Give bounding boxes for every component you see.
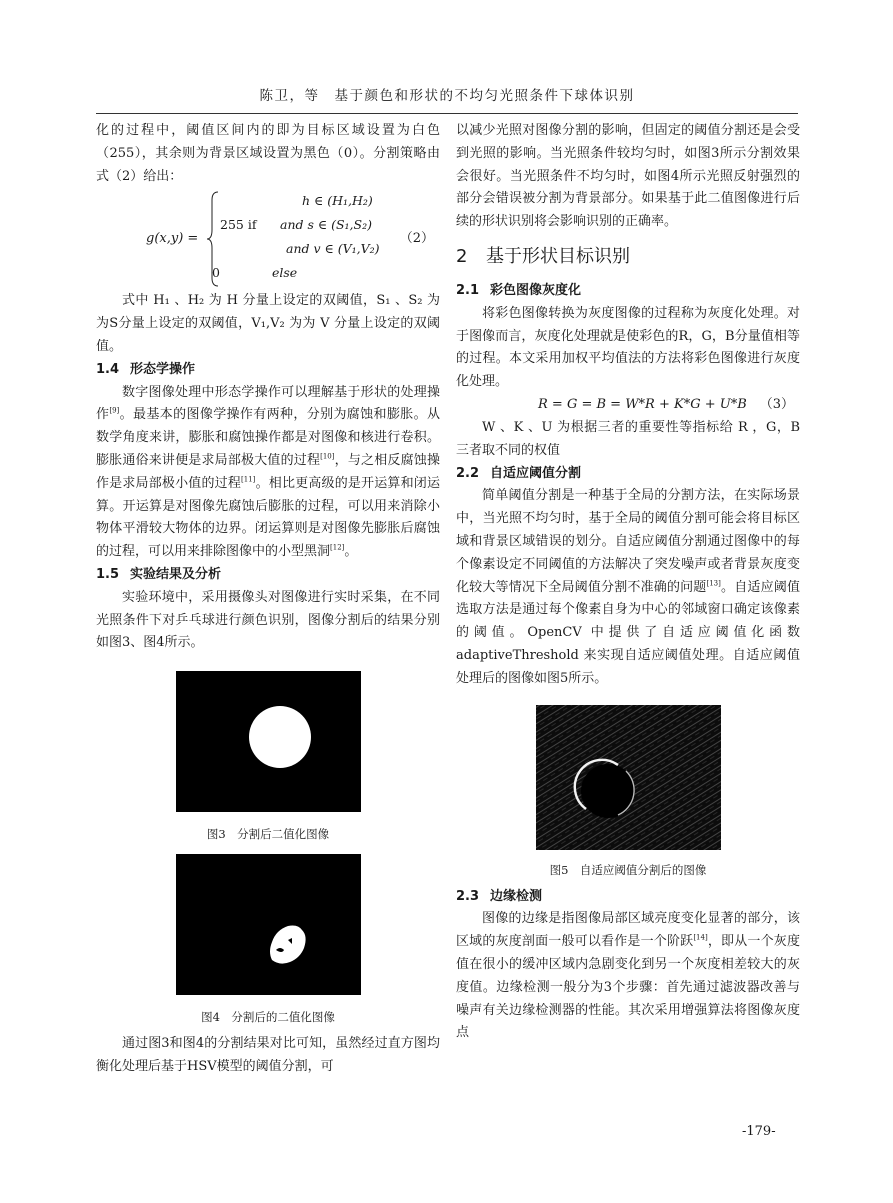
citation: [10] <box>320 452 335 461</box>
equation-line-4b: else <box>272 265 298 281</box>
text-span: 。自适应阈值选取方法是通过每个像素自身为中心的邻域窗口确定该像素的阈值。OpenCV 中提供了自适应阈值化函数 adaptiveThreshold 来实现自适应阈值处理。自适应阈值处理后的图像如图5所示。 <box>456 579 800 686</box>
paragraph: 式中 H₁ 、H₂ 为 H 分量上设定的双阈值，S₁ 、S₂ 为为S分量上设定的双阈值，V₁,V₂ 为为 V 分量上设定的双阈值。 <box>96 293 440 354</box>
equation-lhs: g(x,y) = <box>146 231 199 247</box>
equation-expression: R = G = B = W*R + K*G + U*B <box>538 396 747 412</box>
paragraph: 将彩色图像转换为灰度图像的过程称为灰度化处理。对于图像而言，灰度化处理就是使彩色的R，G，B分量值相等的过程。本文采用加权平均值法的方法将彩色图像进行灰度化处理。 <box>456 305 800 390</box>
citation: [14] <box>693 933 708 942</box>
section-heading-1-5 <box>96 564 440 587</box>
binary-segmentation-image <box>176 671 361 812</box>
section-heading-2-3 <box>456 886 800 909</box>
section-number: 2.2 <box>456 465 480 481</box>
text-span: 图像的边缘是指图像局部区域亮度变化显著的部分，该区域的灰度剖面一般可以看作是一个阶跃 <box>456 911 800 950</box>
section-title: 自适应阈值分割 <box>490 465 582 481</box>
section-title: 基于形状目标识别 <box>486 245 630 267</box>
text-span: 。相比更高级的是开运算和闭运算。开运算是对图像先腐蚀后膨胀的过程，可以用来消除小物体平滑较大物体的边界。闭运算则是对图像先膨胀后腐蚀的过程，可以用来排除图像中的小型黑洞 <box>96 475 440 560</box>
figure-caption: 图5 自适应阈值分割后的图像 <box>549 862 707 877</box>
section-number: 2 <box>456 245 468 267</box>
section-number: 2.3 <box>456 888 480 904</box>
section-number: 1.5 <box>96 566 120 582</box>
equation-2 <box>96 190 440 288</box>
figure-caption: 图4 分割后的二值化图像 <box>201 1010 335 1025</box>
text-span: 简单阈值分割是一种基于全局的分割方法，在实际场景中，当光照不均匀时，基于全局的阈值分割可能会将目标区域和背景区域错误的划分。自适应阈值分割通过图像中的每个像素设定不同阈值的方法解决了突发噪声或者背景灰度变化较大等情况下全局阈值分割不准确的问题 <box>456 488 800 595</box>
citation: [12] <box>330 543 345 552</box>
equation-line-2b: and s ∈ (S₁,S₂) <box>280 217 372 233</box>
running-header: 陈卫，等 基于颜色和形状的不均匀光照条件下球体识别 <box>259 88 635 104</box>
section-number: 1.4 <box>96 361 120 377</box>
paragraph: 通过图3和图4的分割结果对比可知，虽然经过直方图均衡化处理后基于HSV模型的阈值分割，可 <box>96 1036 440 1074</box>
text-span: ，与之相反腐蚀操作是求局部极小值的过程 <box>96 452 440 491</box>
figure-3 <box>96 671 440 844</box>
adaptive-threshold-image <box>536 705 721 850</box>
section-heading-2-1 <box>456 280 800 303</box>
equation-line-1: h ∈ (H₁,H₂) <box>302 193 373 209</box>
citation: [9] <box>109 407 120 416</box>
section-heading-2 <box>456 242 800 272</box>
citation: [13] <box>706 579 721 588</box>
section-number: 2.1 <box>456 282 480 298</box>
paragraph <box>96 382 440 564</box>
section-title: 实验结果及分析 <box>130 566 222 582</box>
section-title: 彩色图像灰度化 <box>490 282 582 298</box>
citation: [11] <box>241 475 256 484</box>
figure-5 <box>456 705 800 880</box>
paragraph: 化的过程中，阈值区间内的即为目标区域设置为白色（255），其余则为背景区域设置为黑色（0）。分割策略由式（2）给出： <box>96 123 440 184</box>
left-column <box>96 120 440 1079</box>
header-rule <box>96 113 798 114</box>
text-span: ，即从一个灰度值在很小的缓冲区域内急剧变化到另一个灰度相差较大的灰度值。边缘检测一般分为3个步骤：首先通过滤波器改善与噪声有关边缘检测器的性能。其次采用增强算法将图像灰度点 <box>456 934 800 1041</box>
equation-line-2a: 255 if <box>220 217 257 233</box>
equation-line-3: and v ∈ (V₁,V₂) <box>286 241 380 257</box>
paragraph <box>456 908 800 1045</box>
text-span: 数字图像处理中形态学操作可以理解基于形状的处理操作 <box>96 384 440 423</box>
equation-number: （2） <box>399 231 434 247</box>
section-heading-1-4 <box>96 359 440 382</box>
paragraph: 实验环境中，采用摄像头对图像进行实时采集，在不同光照条件下对乒乓球进行颜色识别，图像分割后的结果分别如图3、图4所示。 <box>96 589 440 651</box>
paragraph: 以减少光照对图像分割的影响，但固定的阈值分割还是会受到光照的影响。当光照条件较均匀时，如图3所示分割效果会很好。当光照条件不均匀时，如图4所示光照反射强烈的部分会错误被分割为背景部分。如果基于此二值图像进行后续的形状识别将会影响识别的正确率。 <box>456 123 800 230</box>
equation-number: （3） <box>759 396 794 412</box>
equation-3 <box>456 394 800 417</box>
section-title: 形态学操作 <box>130 361 196 377</box>
binary-segmentation-image <box>176 854 361 995</box>
figure-4 <box>96 854 440 1027</box>
right-column <box>456 120 800 1045</box>
paragraph <box>456 485 800 690</box>
section-title: 边缘检测 <box>490 888 543 904</box>
figure-caption: 图3 分割后二值化图像 <box>206 827 330 842</box>
text-span: 。 <box>344 544 358 560</box>
paragraph: W 、K 、U 为根据三者的重要性等指标给 R ，G，B 三者取不同的权值 <box>456 419 800 458</box>
equation-line-4a: 0 <box>212 265 220 281</box>
page-number: -179- <box>742 1124 776 1139</box>
section-heading-2-2 <box>456 463 800 486</box>
text-span: 。最基本的图像学操作有两种，分别为腐蚀和膨胀。从数学角度来讲，膨胀和腐蚀操作都是对图像和核进行卷积。膨胀通俗来讲便是求局部极大值的过程 <box>96 407 440 468</box>
